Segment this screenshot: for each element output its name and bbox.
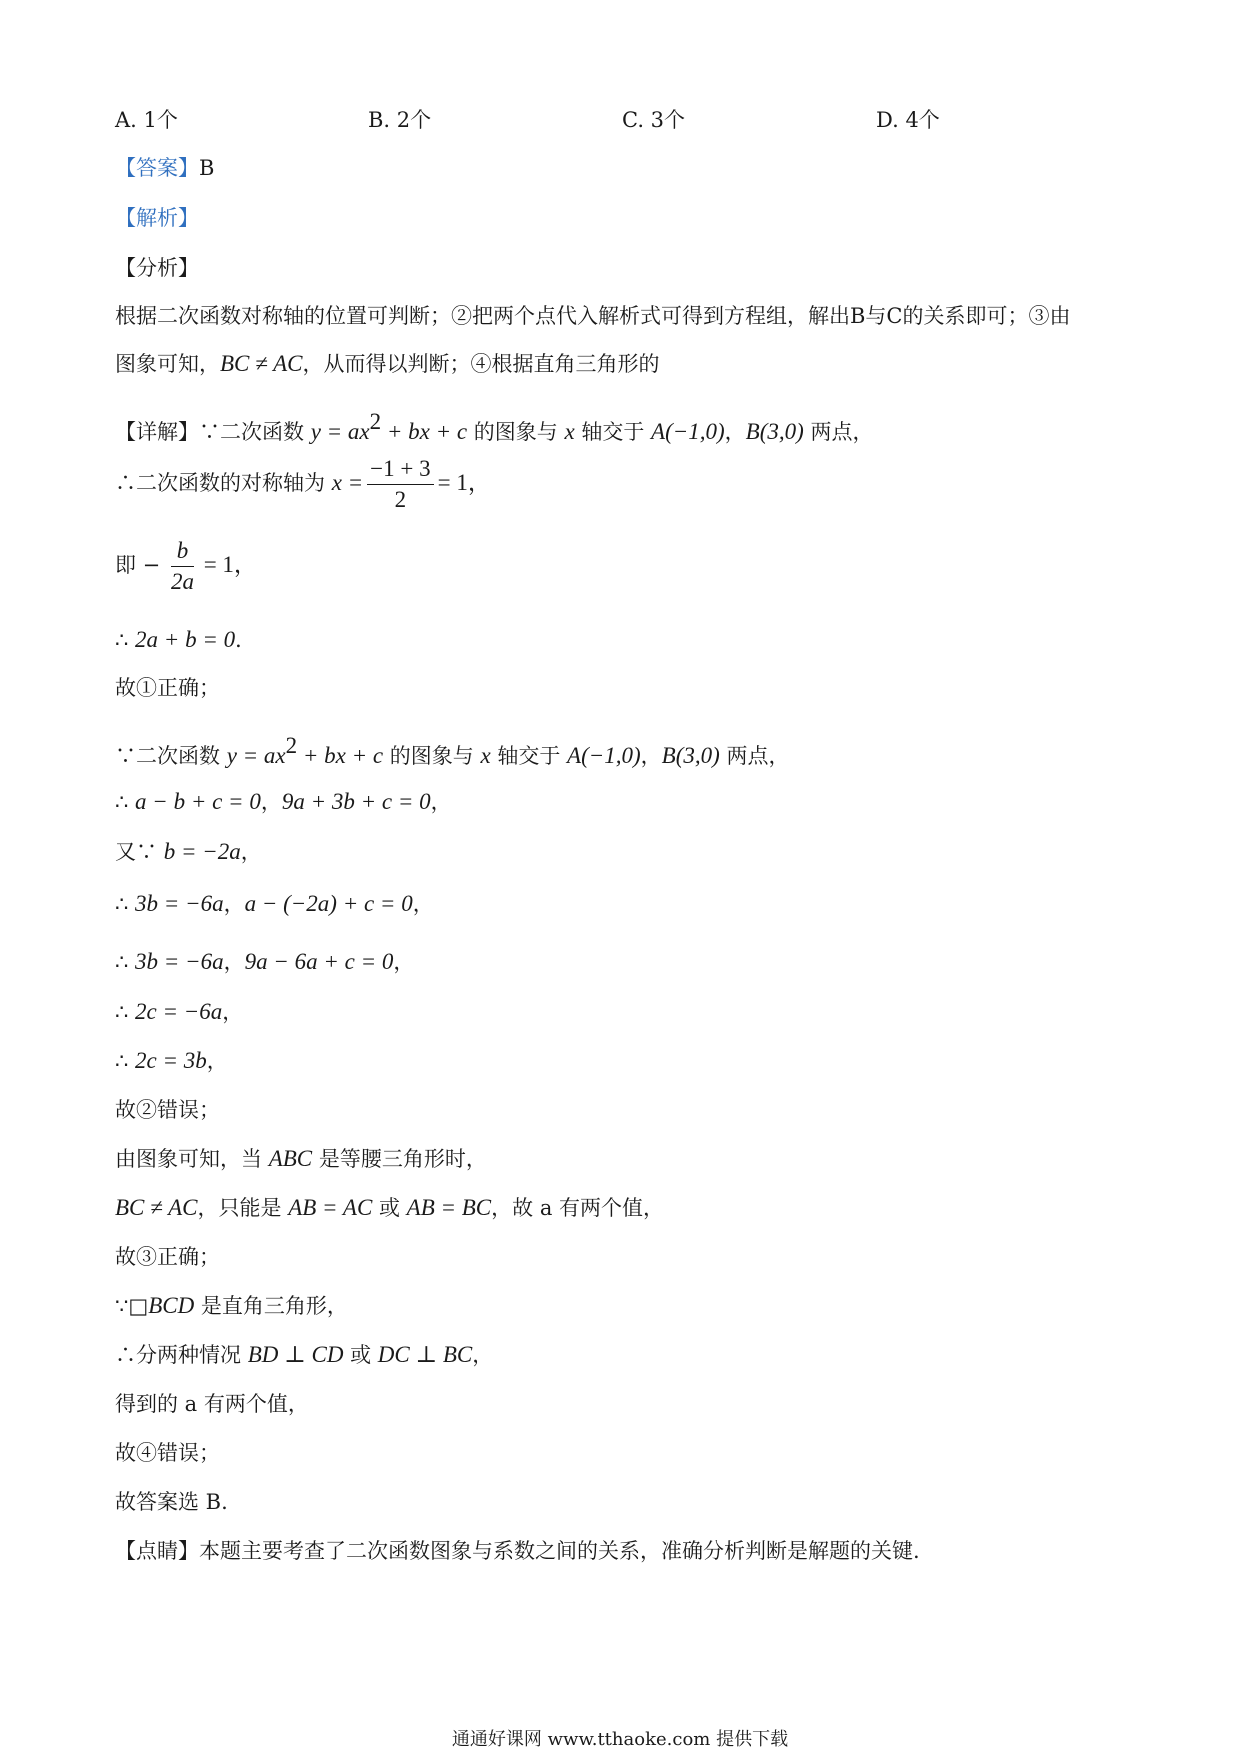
eq-4-sep: ， [223, 950, 245, 974]
eq-1-sep: ， [260, 790, 282, 814]
wrong-2: 故②错误； [115, 1098, 220, 1122]
cases-pre: ∴分两种情况 [115, 1343, 248, 1367]
ji-post: = 1， [197, 552, 257, 577]
line-2ab-post: ． [235, 628, 257, 652]
detail-1-sep: ， [724, 420, 746, 444]
eq-3-post: ， [412, 892, 434, 916]
eq-1-pre: ∴ [115, 790, 136, 814]
eq-4-pre: ∴ [115, 950, 136, 974]
wrong-4: 故④错误； [115, 1441, 220, 1465]
analysis-tag: 【解析】 [115, 206, 199, 230]
eq-1-e2: 9a + 3b + c = 0 [281, 789, 431, 814]
eq-2-post: ， [240, 840, 262, 864]
eq-5-e: 2c = −6a [135, 999, 223, 1024]
ji-fraction [171, 538, 194, 595]
line-2ab-pre: ∴ [115, 628, 136, 652]
eq-3-pre: ∴ [115, 892, 136, 916]
eq-5-pre: ∴ [115, 1000, 136, 1024]
eq-line-6 [115, 1047, 228, 1075]
detail-1-eq-rest: + bx + c [381, 419, 468, 444]
detail-line-2 [115, 732, 789, 770]
comment-tag: 【点睛】 [115, 1539, 199, 1563]
eq-2-pre: 又∵ [115, 840, 164, 864]
fenxi-tag: 【分析】 [115, 256, 199, 280]
eq-6-e: 2c = 3b [135, 1048, 207, 1073]
comment-text: 本题主要考查了二次函数图象与系数之间的关系，准确分析判断是解题的关键. [199, 1539, 920, 1563]
answer-tag: 【答案】 [115, 156, 199, 180]
cases-m1: BD ⊥ CD [247, 1342, 344, 1367]
detail-2-pre: ∵二次函数 [115, 744, 227, 768]
iso-post: 是等腰三角形时， [312, 1147, 487, 1171]
axis-denominator: 2 [394, 487, 407, 512]
option-b: B. 2个 [368, 108, 432, 132]
detail-1-point-a: A(−1,0) [651, 419, 725, 444]
eq-line-1 [115, 788, 452, 816]
axis-line [115, 456, 491, 513]
cases-line [115, 1341, 493, 1369]
detail-1-mid: 的图象与 [467, 420, 565, 444]
iso-pre: 由图象可知，当 [115, 1147, 269, 1171]
iso-2-m1: BC ≠ AC [115, 1195, 198, 1220]
detail-line-1 [115, 408, 873, 446]
eq-line-2 [115, 838, 262, 866]
iso-line [115, 1145, 487, 1173]
detail-1-sup: 2 [369, 409, 382, 434]
line-2ab-eq: 2a + b = 0 [135, 627, 236, 652]
comment-line [115, 1537, 920, 1565]
eq-4-post: ， [393, 950, 415, 974]
line-2ab [115, 626, 256, 654]
detail-2-sep: ， [640, 744, 662, 768]
axis-post: = 1， [437, 470, 491, 495]
eq-1-e1: a − b + c = 0 [135, 789, 261, 814]
detail-2-eq-y: y = ax [226, 743, 286, 768]
detail-tag: 【详解】 [115, 420, 199, 444]
eq-3-e1: 3b = −6a [135, 891, 224, 916]
detail-1-mid2: 轴交于 [574, 420, 652, 444]
detail-2-mid2: 轴交于 [490, 744, 568, 768]
iso-2-m3: AB = BC [406, 1195, 492, 1220]
option-a: A. 1个 [115, 108, 178, 132]
detail-2-x: x [480, 743, 491, 768]
right-triangle-line [115, 1292, 348, 1320]
answer-value: B [199, 156, 215, 180]
detail-1-pre: ∵二次函数 [199, 420, 311, 444]
correct-1: 故①正确； [115, 676, 220, 700]
two-values: 得到的 a 有两个值， [115, 1392, 309, 1416]
detail-2-mid: 的图象与 [383, 744, 481, 768]
option-c: C. 3个 [622, 108, 686, 132]
detail-1-eq-y: y = ax [310, 419, 370, 444]
ji-numerator: b [171, 538, 194, 567]
cases-m2: DC ⊥ BC [377, 1342, 473, 1367]
detail-2-sup: 2 [285, 733, 298, 758]
iso-2-m2: AB = AC [288, 1195, 373, 1220]
detail-1-point-b: B(3,0) [745, 419, 804, 444]
iso-2-t1: ，只能是 [197, 1196, 289, 1220]
eq-line-4 [115, 948, 414, 976]
eq-6-post: ， [206, 1049, 228, 1073]
final-answer: 故答案选 B. [115, 1490, 228, 1514]
detail-1-x: x [564, 419, 575, 444]
right-pre: ∵□ [115, 1294, 149, 1318]
axis-pre: ∴二次函数的对称轴为 [115, 471, 332, 495]
iso-2-t2: 或 [372, 1196, 407, 1220]
detail-2-point-a: A(−1,0) [567, 743, 641, 768]
ji-denominator: 2a [170, 569, 194, 594]
eq-1-post: ， [430, 790, 452, 814]
eq-3-e2: a − (−2a) + c = 0 [244, 891, 413, 916]
page-footer: 通通好课网 www.tthaoke.com 提供下载 [451, 1729, 789, 1750]
fenxi-text-2 [115, 350, 660, 378]
eq-4-e2: 9a − 6a + c = 0 [244, 949, 394, 974]
right-post: 是直角三角形， [194, 1294, 348, 1318]
eq-line-3 [115, 890, 434, 918]
iso-triangle: ABC [268, 1146, 313, 1171]
axis-numerator: −1 + 3 [367, 456, 433, 485]
detail-2-eq-rest: + bx + c [297, 743, 384, 768]
iso-2-t3: ，故 a 有两个值， [491, 1196, 665, 1220]
ji-line [115, 538, 257, 595]
eq-6-pre: ∴ [115, 1049, 136, 1073]
eq-5-post: ， [222, 1000, 244, 1024]
eq-3-sep: ， [223, 892, 245, 916]
correct-3: 故③正确； [115, 1245, 220, 1269]
answer-line [115, 154, 214, 182]
cases-post: ， [472, 1343, 494, 1367]
axis-x-eq: x = [331, 470, 364, 495]
eq-2-e: b = −2a [163, 839, 241, 864]
detail-2-point-b: B(3,0) [661, 743, 720, 768]
detail-2-post: 两点， [719, 744, 790, 768]
cases-or: 或 [343, 1343, 378, 1367]
right-triangle: BCD [148, 1293, 195, 1318]
fenxi-text-1: 根据二次函数对称轴的位置可判断；②把两个点代入解析式可得到方程组，解出B与C的关系即可；③由 [115, 304, 1071, 328]
detail-1-post: 两点， [803, 420, 874, 444]
axis-fraction [367, 456, 433, 513]
eq-4-e1: 3b = −6a [135, 949, 224, 974]
fenxi-text-2b: ，从而得以判断；④根据直角三角形的 [302, 352, 660, 376]
fenxi-math: BC ≠ AC [220, 351, 303, 376]
iso-line-2 [115, 1194, 664, 1222]
fenxi-text-2a: 图象可知， [115, 352, 220, 376]
ji-pre: 即 − [115, 553, 167, 577]
eq-line-5 [115, 998, 243, 1026]
option-d: D. 4个 [876, 108, 940, 132]
